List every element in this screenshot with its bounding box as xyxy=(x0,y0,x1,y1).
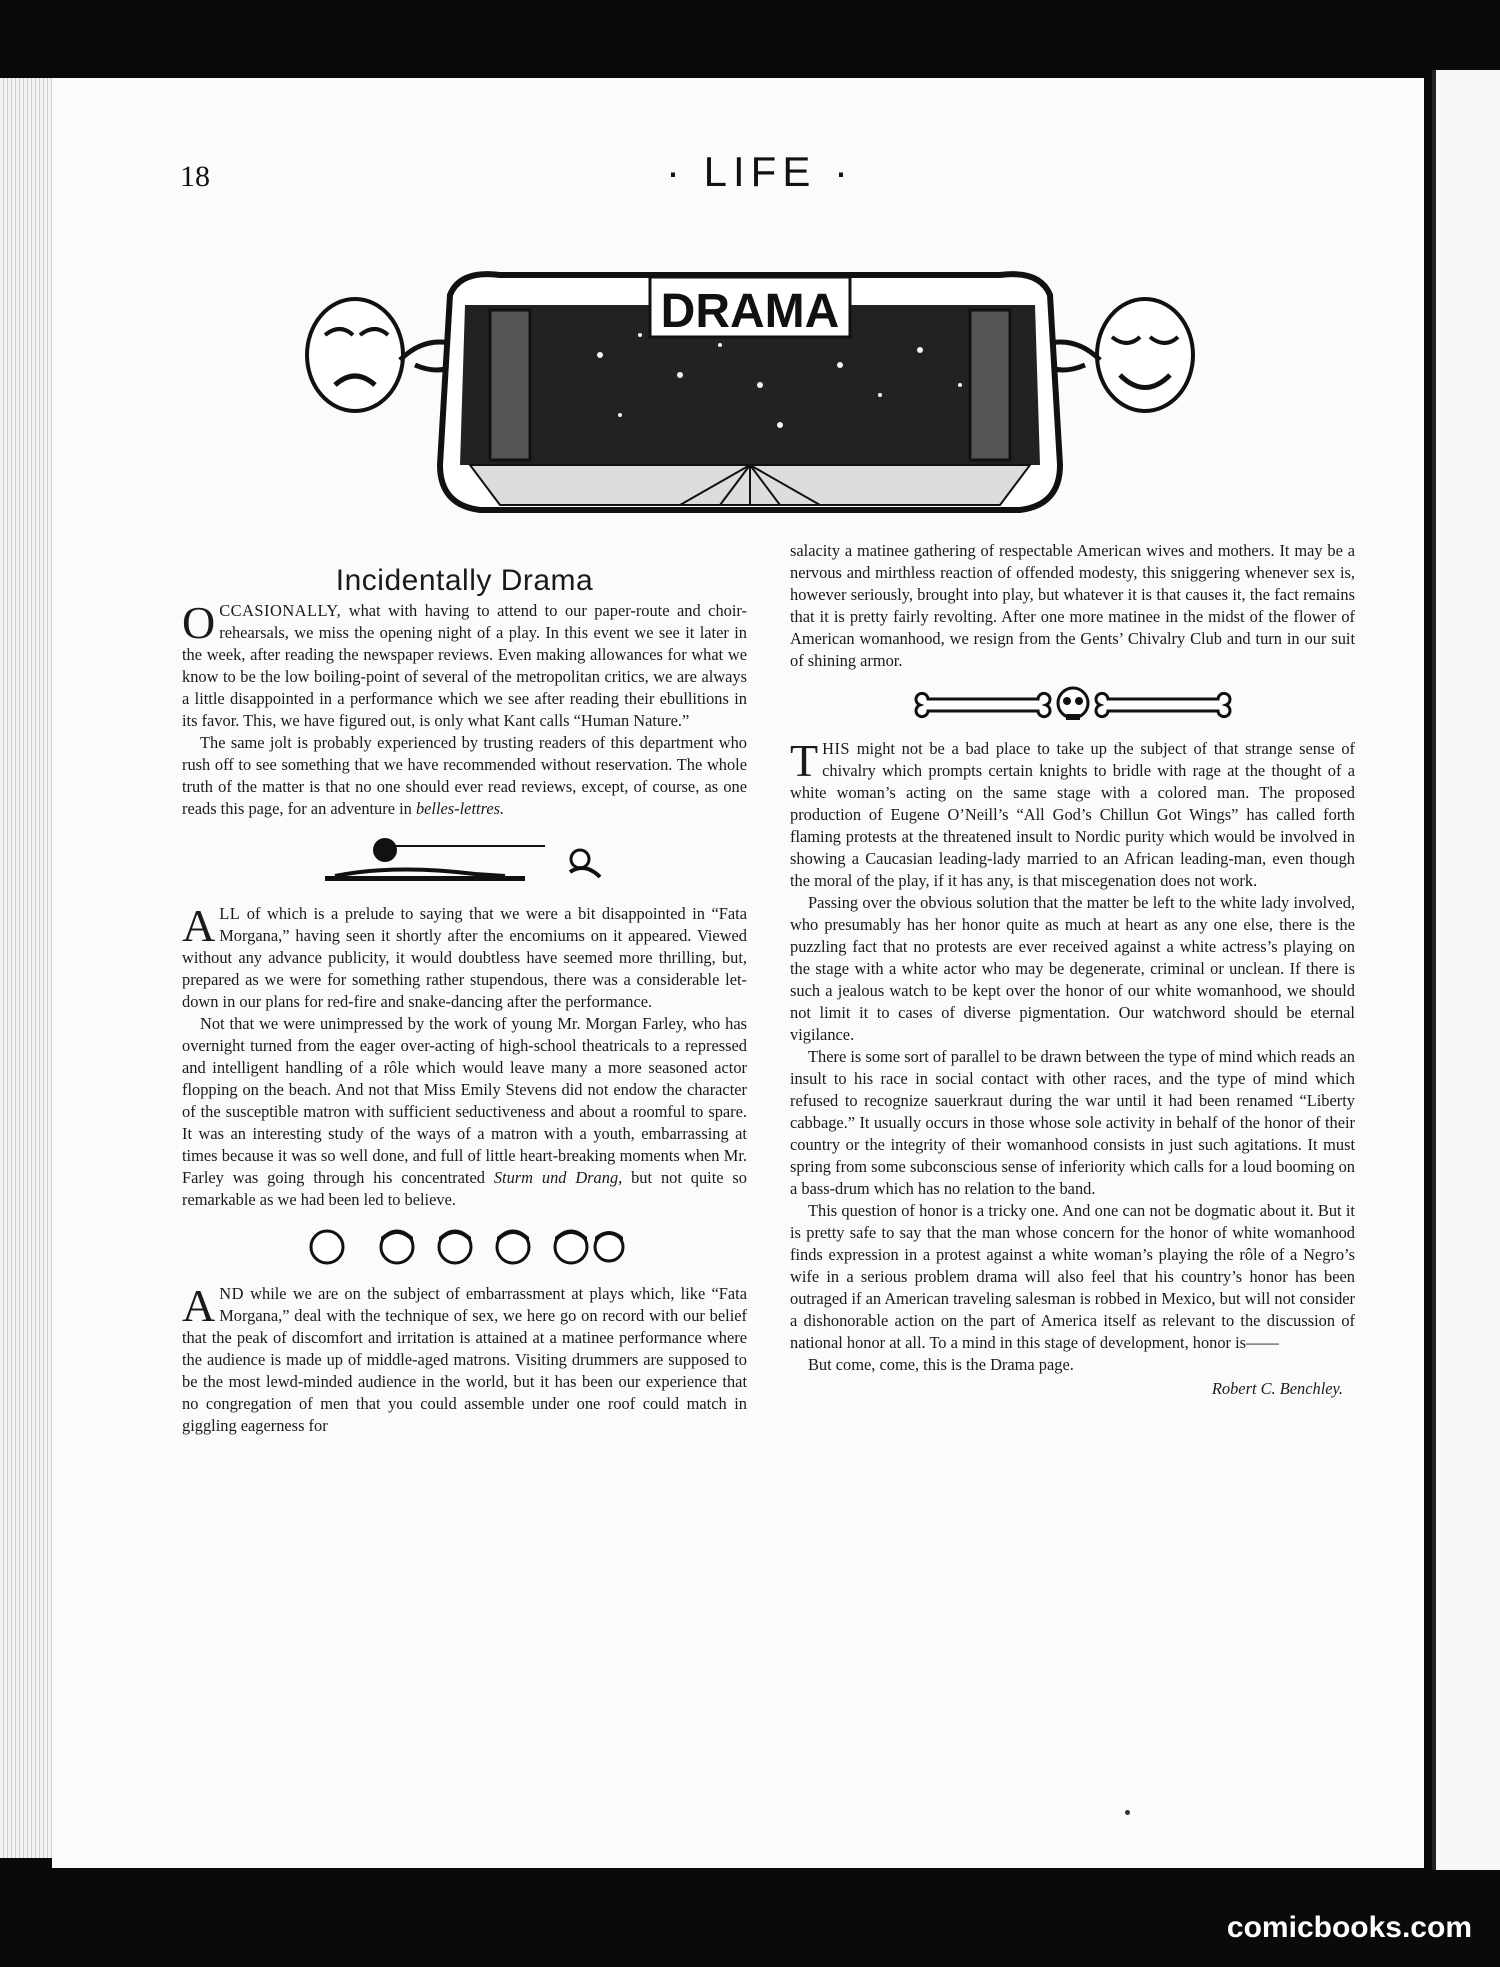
section-1-paragraph-2 xyxy=(182,732,747,820)
section-3-lead-in: ND xyxy=(219,1284,244,1303)
drop-cap: A xyxy=(182,1280,216,1331)
page-stack-edge xyxy=(0,78,52,1858)
banner-word: DRAMA xyxy=(660,285,840,338)
section-3-text: while we are on the subject of embarrassment at plays which, like “Fata Morgana,” deal with the technique of sex, we here go on record with our belief that the peak of discomfort and irritation is attained at a matinee performance where the audience is made up of middle-aged matrons. Visiting drummers are supposed to be the most lewd-minded audience in the world, but it has been our experience that no congregation of men that you could assemble under one roof could match in giggling eagerness for xyxy=(182,1284,747,1435)
section-4-paragraph-3: There is some sort of parallel to be drawn between the type of mind which reads an insult to his race in social contact with other races, and the type of mind which refused to recognize sauerkraut during the war until it had been renamed “Liberty cabbage.” It usually occurs in those whose sole activity in behalf of the honor of their country or the integrity of their womanhood consists in just such agitations. It must spring from some subconscious sense of inferiority which calls for a loud booming on a bass-drum which has no relation to the band. xyxy=(790,1047,1355,1198)
drama-banner-illustration xyxy=(300,265,1200,525)
print-speck xyxy=(1125,1810,1130,1815)
faces-row-divider-icon xyxy=(305,1225,625,1269)
article-column-right xyxy=(790,540,1355,1400)
facing-page-edge xyxy=(1432,70,1500,1870)
section-1-paragraph-1 xyxy=(182,597,747,732)
masthead-title: · LIFE · xyxy=(665,148,854,195)
drop-cap: T xyxy=(790,735,819,786)
section-4-text: might not be a bad place to take up the subject of that strange sense of chivalry which prompts certain knights to bridle with rage at the thought of a white woman’s acting on the same stage with a colored man. The proposed production of Eugene O’Neill’s “All God’s Chillun Got Wings” has called forth flaming protests at the threatened insult to Nordic purity which would be involved in showing a Caucasian leading-lady married to an African leading-man, even though the moral of the play, if it has any, is that miscegenation does not work. xyxy=(790,739,1355,890)
article-title: Incidentally Drama xyxy=(335,564,594,597)
section-2-paragraph-1 xyxy=(182,900,747,1013)
section-4-paragraph-5: But come, come, this is the Drama page. xyxy=(808,1355,1074,1374)
drop-cap: A xyxy=(182,900,216,951)
section-1-p2-text: The same jolt is probably experienced by trusting readers of this department who rush off to see something that we have recommended without reservation. The whole truth of the matter is that no one should ever read reviews, except, of course, as one reads this page, for an adventure in xyxy=(182,733,747,818)
article-column-left xyxy=(182,564,747,1437)
section-2-lead-in: LL xyxy=(219,904,241,923)
drop-cap: O xyxy=(182,597,216,648)
section-2-paragraph-2 xyxy=(182,1013,747,1211)
author-signature: Robert C. Benchley. xyxy=(1211,1379,1343,1398)
section-4-paragraph-1 xyxy=(790,735,1355,892)
section-3-paragraph-1 xyxy=(182,1280,747,1437)
section-4-paragraph-2: Passing over the obvious solution that the matter be left to the white lady involved, who presumably has her honor quite as much at heart as any one else, there is the puzzling fact that no protests are ever received against a white actress’s playing on the stage with a white actor who may be degenerate, criminal or unclean. If there is such a jealous watch to be kept over the honor of our white womanhood, we should not limit it to cases of diverse pigmentation. Our watchword should be eternal vigilance. xyxy=(790,893,1355,1044)
watermark: comicbooks.com xyxy=(1226,1911,1472,1944)
section-3-continued: salacity a matinee gathering of respectable American wives and mothers. It may be a nervous and mirthless reaction of offended modesty, this sniggering whenever sex is, however seriously, brought into play, but whatever it is that causes it, the fact remains that it is pretty fairly revolting. After one more matinee in the midst of the flower of American womanhood, we resign from the Gents’ Chivalry Club and turn in our suit of shining armor. xyxy=(790,541,1355,670)
section-2-p2-text-b: but not quite so remarkable as we had been led to believe. xyxy=(182,1168,747,1209)
section-2-p2-italic: Sturm und Drang, xyxy=(493,1168,623,1187)
section-2-p2-text-a: Not that we were unimpressed by the work of young Mr. Morgan Farley, who has overnight turned from the eager over-acting of high-school theatricals to a repressed and intelligent handling of a rôle which would leave many a more seasoned actor flopping on the beach. And not that Miss Emily Stevens did not endow the character of the susceptible matron with sufficient seductiveness and about a roomful to spare. It was an interesting study of the ways of a matron with a youth, embarrassing at times because it was so well done, and full of little heart-breaking moments when Mr. Farley was going through his concentrated xyxy=(182,1014,747,1187)
section-2-text: of which is a prelude to saying that we were a bit disappointed in “Fata Morgana,” having seen it shortly after the encomiums on it appeared. Viewed without any advance publicity, it would doubtless have seemed more thrilling, but, prepared as we were for something rather stupendous, there was a considerable let-down in our plans for red-fire and snake-dancing after the performance. xyxy=(182,904,747,1011)
section-1-lead-in: CCASIONALLY, xyxy=(219,601,342,620)
section-1-p2-italic: belles-lettres. xyxy=(415,799,505,818)
reclining-figure-divider-icon xyxy=(315,834,615,889)
section-1-text: what with having to attend to our paper-route and choir-rehearsals, we miss the opening night of a play. In this event we see it later in the week, after reading the newspaper reviews. Even making allowances for what we know to be the low boiling-point of several of the metropolitan critics, we are always a little disappointed in a performance which we see after reading their ebullitions in its favor. This, we have figured out, is only what Kant calls “Human Nature.” xyxy=(182,601,747,730)
page-number: 18 xyxy=(180,160,210,193)
section-4-lead-in: HIS xyxy=(822,739,851,758)
section-4-paragraph-4: This question of honor is a tricky one. And one can not be dogmatic about it. But it is pretty safe to say that the man whose concern for the honor of white womanhood finds expression in a protest against a white woman’s playing the rôle of a Negro’s wife in a serious problem drama will also feel that his country’s honor has been outraged if an American traveling salesman is robbed in Mexico, but will not consider a dishonorable action on the part of America itself as relevant to the discussion of national honor at all. To a mind in this stage of development, honor is—— xyxy=(790,1201,1355,1352)
skull-and-bones-divider-icon xyxy=(908,686,1238,724)
